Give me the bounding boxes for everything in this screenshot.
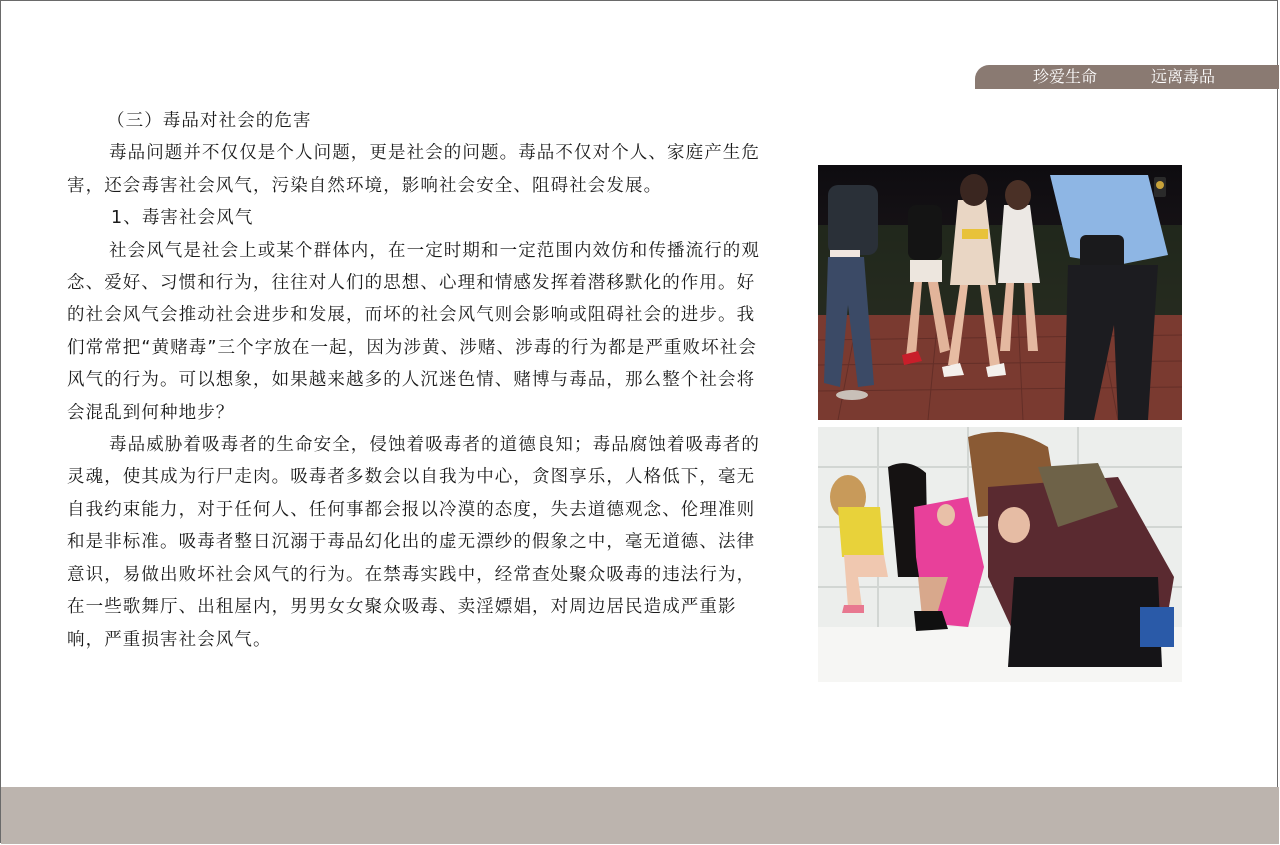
footer-band (1, 787, 1279, 844)
paragraph-2: 毒品威胁着吸毒者的生命安全，侵蚀着吸毒者的道德良知；毒品腐蚀着吸毒者的灵魂，使其成为行尸走肉。吸毒者多数会以自我为中心，贪图享乐，人格低下，毫无自我约束能力，对于任何人、任何事都会报以冷漠的态度，失去道德观念、伦理准则和是非标准。吸毒者整日沉溺于毒品幻化出的虚无漂纱的假象之中，毫无道德、法律意识，易做出败坏社会风气的行为。在禁毒实践中，经常查处聚众吸毒的违法行为，在一些歌舞厅、出租屋内，男男女女聚众吸毒、卖淫嫖娼，对周边居民造成严重影响，严重损害社会风气。 (67, 435, 760, 650)
photo-police-escort (818, 165, 1182, 420)
section-heading: （三）毒品对社会的危害 (107, 111, 312, 131)
paragraph-1: 社会风气是社会上或某个群体内，在一定时期和一定范围内效仿和传播流行的观念、爱好、习惯和行为，往往对人们的思想、心理和情感发挥着潜移默化的作用。好的社会风气会推动社会进步和发展，而坏的社会风气则会影响或阻碍社会的进步。我们常常把“黄赌毒”三个字放在一起，因为涉黄、涉赌、涉毒的行为都是严重败坏社会风气的行为。可以想象，如果越来越多的人沉迷色情、赌博与毒品，那么整个社会将会混乱到何种地步？ (67, 240, 760, 423)
intro-paragraph: 毒品问题并不仅仅是个人问题，更是社会的问题。毒品不仅对个人、家庭产生危害，还会毒害社会风气，污染自然环境，影响社会安全、阻碍社会发展。 (67, 143, 760, 196)
article-body (67, 105, 767, 656)
photo-squatting-suspects-illustration (818, 427, 1182, 682)
photo-police-escort-illustration (818, 165, 1182, 420)
slogan-left: 珍爱生命 (1033, 67, 1098, 86)
subheading: 1、毒害社会风气 (111, 208, 254, 229)
slogan-right: 远离毒品 (1151, 67, 1216, 86)
slogan-banner (975, 65, 1279, 89)
photo-squatting-suspects (818, 427, 1182, 682)
